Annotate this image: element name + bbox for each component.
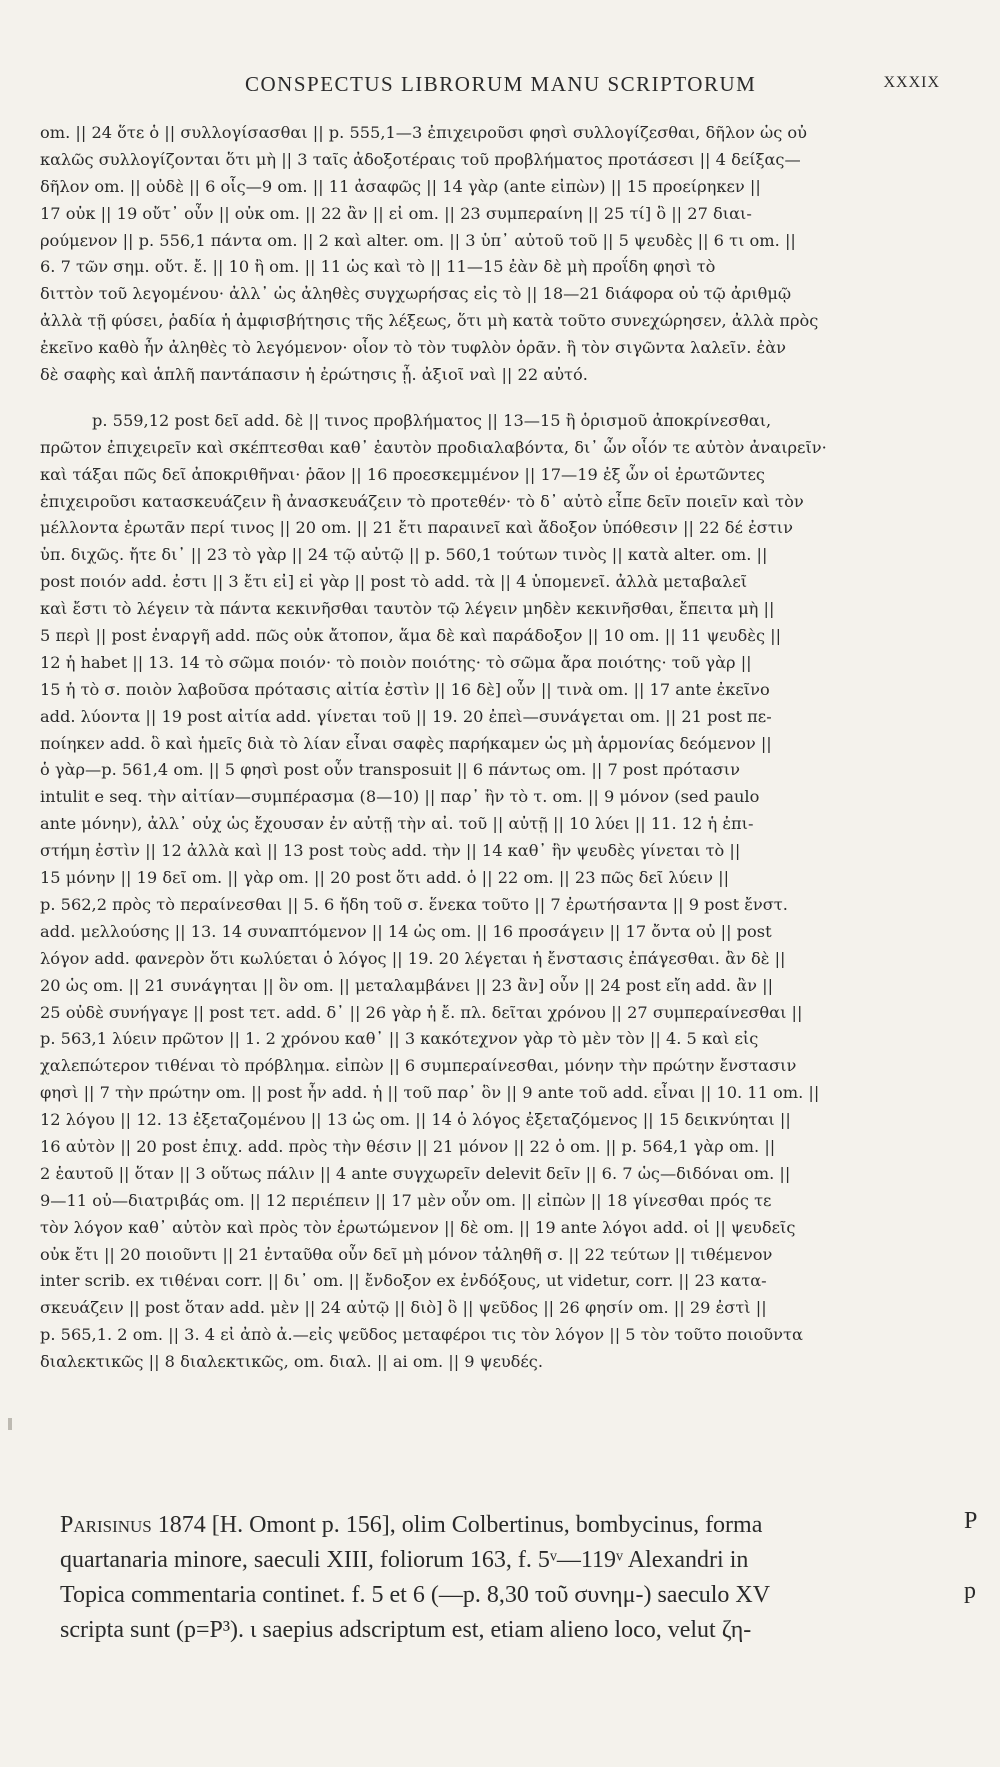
description-line [60,1508,950,1543]
margin-siglum: P [964,1508,978,1534]
apparatus-line: ὑπ. διχῶς. ἤτε δι᾽ || 23 τὸ γὰρ || 24 τῷ αὐτῷ || p. 560,1 τούτων τινὸς || κατὰ alter. om. || [40,545,768,565]
apparatus-line: φησὶ || 7 τὴν πρώτην om. || post ἦν add. ἡ || τοῦ παρ᾽ ὃν || 9 ante τοῦ add. εἶναι || 10. 11 om. || [40,1083,820,1103]
apparatus-paragraph-2 [40,408,945,1376]
page-number: XXXIX [883,74,940,91]
description-line: Topica commentaria continet. f. 5 et 6 (—p. 8,30 τοῦ συνημ-) saeculo XV [60,1582,771,1608]
critical-apparatus [40,120,945,1376]
running-head [40,72,940,102]
apparatus-line: τὸν λόγον καθ᾽ αὐτὸν καὶ πρὸς τὸν ἐρωτώμενον || δὲ om. || 19 ante λόγοι add. οἱ || ψευδεῖς [40,1217,796,1237]
apparatus-line: 9—11 οὐ—διατριβάς om. || 12 περιέπειν || 17 μὲν οὖν om. || εἰπὼν || 18 γίνεσθαι πρός τε [40,1190,772,1210]
apparatus-line: διαλεκτικῶς || 8 διαλεκτικῶς, om. διαλ. || ai om. || 9 ψευδές. [40,1352,544,1372]
apparatus-line: 2 ἑαυτοῦ || ὅταν || 3 οὕτως πάλιν || 4 ante συγχωρεῖν delevit δεῖν || 6. 7 ὡς—διδόναι om. || [40,1163,791,1183]
apparatus-line: 15 ἡ τὸ σ. ποιὸν λαβοῦσα πρότασις αἰτία ἐστὶν || 16 δὲ] οὖν || τινὰ om. || 17 ante ἐκεῖνο [40,679,770,699]
apparatus-line: 16 αὐτὸν || 20 post ἐπιχ. add. πρὸς τὴν θέσιν || 21 μόνον || 22 ὁ om. || p. 564,1 γὰρ om. || [40,1136,776,1156]
apparatus-line: καὶ ἔστι τὸ λέγειν τὰ πάντα κεκινῆσθαι ταυτὸν τῷ λέγειν μηδὲν κεκινῆσθαι, ἔπειτα μὴ || [40,599,775,619]
apparatus-line: χαλεπώτερον τιθέναι τὸ πρόβλημα. εἰπὼν || 6 συμπεραίνεσθαι, μόνην τὴν πρώτην ἔνστασιν [40,1056,797,1076]
description-line-text: 1874 [H. Omont p. 156], olim Colbertinus, bombycinus, forma [157,1512,763,1538]
apparatus-line: δὲ σαφὴς καὶ ἁπλῆ παντάπασιν ἡ ἐρώτησις ᾖ. ἀξιοῖ ναὶ || 22 αὐτό. [40,365,588,385]
apparatus-line: p. 562,2 πρὸς τὸ περαίνεσθαι || 5. 6 ἤδη τοῦ σ. ἕνεκα τοῦτο || 7 ἐρωτήσαντα || 9 post ἔνστ. [40,894,788,914]
apparatus-line: ὁ γὰρ—p. 561,4 om. || 5 φησὶ post οὖν transposuit || 6 πάντως om. || 7 post πρότασιν [40,760,740,780]
apparatus-line: μέλλοντα ἐρωτᾶν περί τινος || 20 om. || 21 ἔτι παραινεῖ καὶ ἄδοξον ὑπόθεσιν || 22 δέ ἐστιν [40,518,793,538]
apparatus-line: 25 οὐδὲ συνήγαγε || post τετ. add. δ᾽ || 26 γὰρ ἡ ἔ. πλ. δεῖται χρόνου || 27 συμπεραίνεσθαι || [40,1002,803,1022]
apparatus-line: p. 559,12 post δεῖ add. δὲ || τινος προβλήματος || 13—15 ἢ ὁρισμοῦ ἀποκρίνεσθαι, [92,410,772,430]
description-line: quartanaria minore, saeculi XIII, foliorum 163, f. 5ᵛ—119ᵛ Alexandri in [60,1547,749,1573]
apparatus-line: p. 565,1. 2 om. || 3. 4 εἰ ἀπὸ ἀ.—εἰς ψεῦδος μεταφέροι τις τὸν λόγον || 5 τὸν τοῦτο ποιοῦντα [40,1325,803,1345]
apparatus-line: οὐκ ἔτι || 20 ποιοῦντι || 21 ἐνταῦθα οὖν δεῖ μὴ μόνον τἀληθῆ σ. || 22 τεύτων || τιθέμενον [40,1244,773,1264]
apparatus-paragraph-1 [40,120,945,389]
margin-mark [8,1418,12,1430]
apparatus-line: δῆλον om. || οὐδὲ || 6 οἷς—9 om. || 11 ἀσαφῶς || 14 γὰρ (ante εἰπὼν) || 15 προείρηκεν || [40,176,761,196]
apparatus-line: ἐκεῖνο καθὸ ἦν ἀληθὲς τὸ λεγόμενον· οἷον τὸ τὸν τυφλὸν ὁρᾶν. ἢ τὸν σιγῶντα λαλεῖν. ἐὰν [40,338,786,358]
apparatus-line: 12 ἡ habet || 13. 14 τὸ σῶμα ποιόν· τὸ ποιὸν ποιότης· τὸ σῶμα ἄρα ποιότης· τοῦ γὰρ || [40,652,752,672]
apparatus-line: ρούμενον || p. 556,1 πάντα om. || 2 καὶ alter. om. || 3 ὑπ᾽ αὐτοῦ τοῦ || 5 ψευδὲς || 6 τι om. || [40,230,796,250]
apparatus-line: πρῶτον ἐπιχειρεῖν καὶ σκέπτεσθαι καθ᾽ ἑαυτὸν προδιαλαβόντα, δι᾽ ὧν οἷόν τε αὐτὸν ἀναιρεῖν· [40,437,827,457]
manuscript-description [60,1508,950,1648]
apparatus-line: σκευάζειν || post ὅταν add. μὲν || 24 αὐτῷ || διὸ] ὃ || ψεῦδος || 26 φησίν om. || 29 ἐστὶ || [40,1298,767,1318]
apparatus-line: καὶ τάξαι πῶς δεῖ ἀποκριθῆναι· ῥᾶον || 16 προεσκεμμένον || 17—19 ἐξ ὧν οἱ ἐρωτῶντες [40,464,765,484]
apparatus-line: καλῶς συλλογίζονται ὅτι μὴ || 3 ταῖς ἀδοξοτέραις τοῦ προβλήματος προτάσεσι || 4 δείξας— [40,149,801,169]
apparatus-line: 12 λόγου || 12. 13 ἐξεταζομένου || 13 ὡς om. || 14 ὁ λόγος ἐξεταζόμενος || 15 δεικνύηται || [40,1110,791,1130]
apparatus-line: ἐπιχειροῦσι κατασκευάζειν ἢ ἀνασκευάζειν τὸ προτεθέν· τὸ δ᾽ αὐτὸ εἶπε δεῖν ποιεῖν καὶ τὸν [40,491,804,511]
apparatus-line: intulit e seq. τὴν αἰτίαν—συμπέρασμα (8—10) || παρ᾽ ἣν τὸ τ. om. || 9 μόνον (sed paulo [40,787,760,807]
manuscript-name: Parisinus [60,1512,152,1538]
apparatus-line: ποίηκεν add. ὃ καὶ ἡμεῖς διὰ τὸ λίαν εἶναι σαφὲς παρήκαμεν ὡς μὴ ἁρμονίας δεόμενον || [40,733,772,753]
apparatus-line: ante μόνην), ἀλλ᾽ οὐχ ὡς ἔχουσαν ἐν αὐτῇ τὴν αἰ. τοῦ || αὐτῇ || 10 λύει || 11. 12 ἡ ἐπι- [40,814,754,834]
description-line: scripta sunt (p=P³). ι saepius adscriptum est, etiam alieno loco, velut ζη- [60,1617,752,1643]
apparatus-line: add. μελλούσης || 13. 14 συναπτόμενον || 14 ὡς om. || 16 προσάγειν || 17 ὄντα οὐ || post [40,921,772,941]
running-head-title: CONSPECTUS LIBRORUM MANU SCRIPTORUM [245,72,757,96]
apparatus-line: add. λύοντα || 19 post αἰτία add. γίνεται τοῦ || 19. 20 ἐπεὶ—συνάγεται om. || 21 post πε- [40,706,772,726]
apparatus-line: 5 περὶ || post ἐναργῆ add. πῶς οὐκ ἄτοπον, ἅμα δὲ καὶ παράδοξον || 10 om. || 11 ψευδὲς || [40,626,782,646]
apparatus-line: post ποιόν add. ἐστι || 3 ἔτι εἰ] εἰ γὰρ || post τὸ add. τὰ || 4 ὑπομενεῖ. ἀλλὰ μεταβαλεῖ [40,572,748,592]
apparatus-line: 17 οὐκ || 19 οὔτ᾽ οὖν || οὐκ om. || 22 ἂν || εἰ om. || 23 συμπεραίνη || 25 τί] ὃ || 27 διαι- [40,203,752,223]
apparatus-line: 20 ὡς om. || 21 συνάγηται || ὃν om. || μεταλαμβάνει || 23 ἂν] οὖν || 24 post εἴη add. ἂν || [40,975,774,995]
apparatus-line: p. 563,1 λύειν πρῶτον || 1. 2 χρόνου καθ᾽ || 3 κακότεχνον γὰρ τὸ μὲν τὸν || 4. 5 καὶ εἰς [40,1029,759,1049]
apparatus-line: 15 μόνην || 19 δεῖ om. || γὰρ om. || 20 post ὅτι add. ὁ || 22 om. || 23 πῶς δεῖ λύειν || [40,868,730,888]
apparatus-line: om. || 24 ὅτε ὁ || συλλογίσασθαι || p. 555,1—3 ἐπιχειροῦσι φησὶ συλλογίζεσθαι, δῆλον ὡς οὐ [40,123,807,142]
apparatus-line: διττὸν τοῦ λεγομένου· ἀλλ᾽ ὡς ἀληθὲς συγχωρήσας εἰς τὸ || 18—21 διάφορα οὐ τῷ ἀριθμῷ [40,284,792,304]
apparatus-line: 6. 7 τῶν σημ. οὔτ. ἔ. || 10 ἢ om. || 11 ὡς καὶ τὸ || 11—15 ἐὰν δὲ μὴ προΐδη φησὶ τὸ [40,257,716,277]
margin-siglum: p [964,1578,976,1604]
apparatus-line: λόγον add. φανερὸν ὅτι κωλύεται ὁ λόγος || 19. 20 λέγεται ἡ ἔνστασις ἐπάγεσθαι. ἂν δὲ || [40,948,786,968]
apparatus-line: ἀλλὰ τῇ φύσει, ῥαδία ἡ ἀμφισβήτησις τῆς λέξεως, ὅτι μὴ κατὰ τοῦτο συνεχώρησεν, ἀλλὰ πρὸς [40,311,819,331]
apparatus-line: στήμη ἐστὶν || 12 ἀλλὰ καὶ || 13 post τοὺς add. τὴν || 14 καθ᾽ ἣν ψευδὲς γίνεται τὸ || [40,841,741,861]
apparatus-line: inter scrib. ex τιθέναι corr. || δι᾽ om. || ἔνδοξον ex ἐνδόξους, ut videtur, corr. || 23 κατα- [40,1271,767,1291]
